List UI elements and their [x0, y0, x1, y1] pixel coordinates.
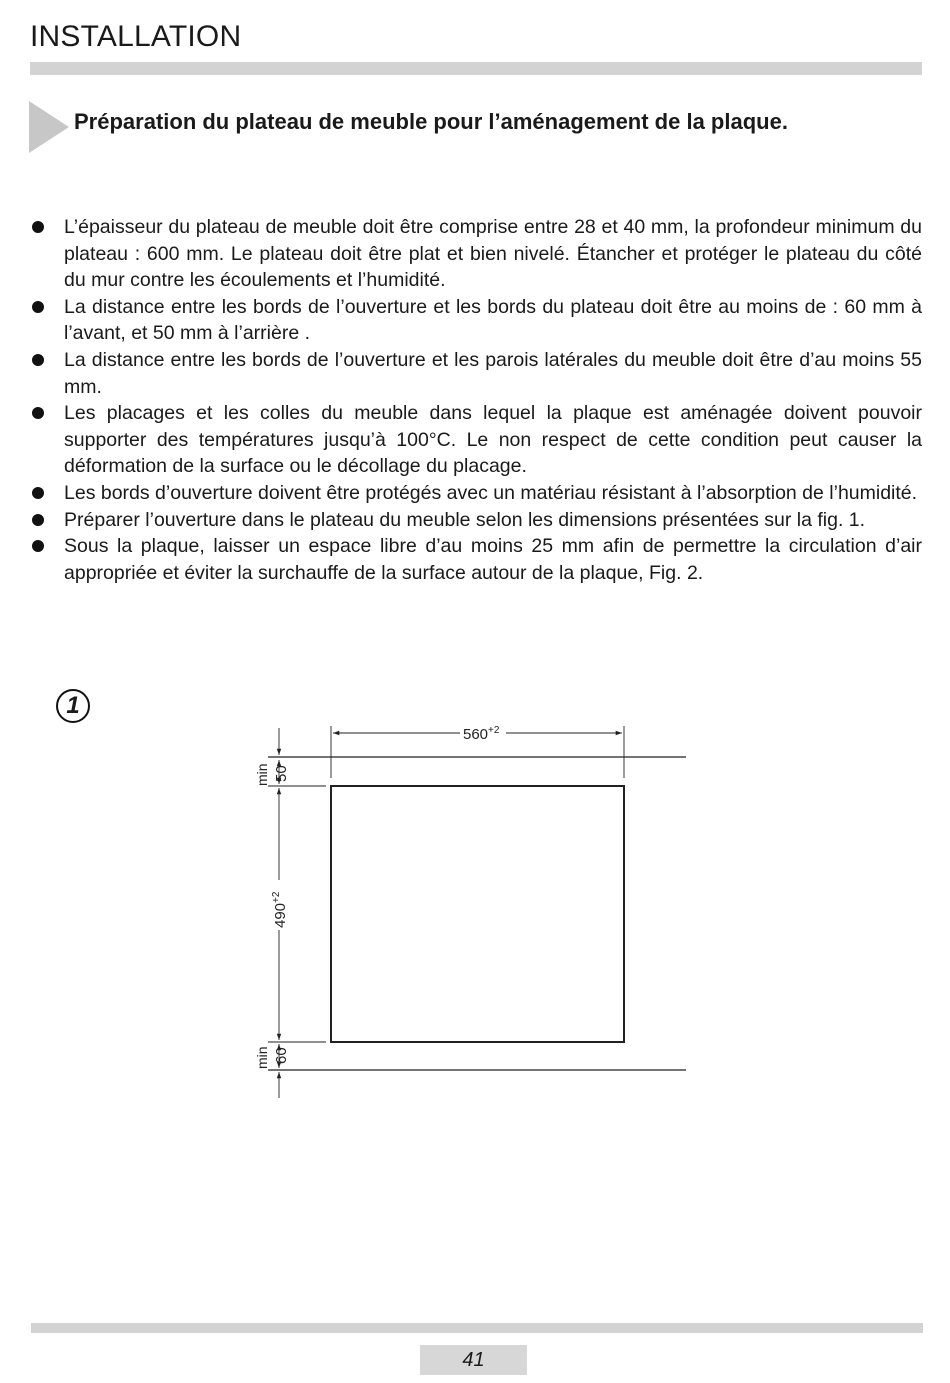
width-dimension-tolerance: +2 — [488, 725, 500, 736]
cutout-rectangle — [331, 786, 624, 1042]
list-item-text: La distance entre les bords de l’ouverture et les bords du plateau doit être au moins de : 60 mm à l’avant, et 50 mm à l’arrière . — [64, 295, 922, 345]
front-margin-min-label: min — [254, 1046, 270, 1069]
list-item-text: Les placages et les colles du meuble dans lequel la plaque est aménagée doivent pouvoir supporter des températures jusqu’à 100°C. Le non respect de cette condition peut causer la déformation de la surface ou le décollage du placage. — [64, 402, 922, 478]
rear-margin-min-label: min — [254, 763, 270, 786]
page-number: 41 — [420, 1345, 527, 1375]
list-item-text: La distance entre les bords de l’ouverture et les parois latérales du meuble doit être d’au moins 55 mm. — [64, 348, 922, 398]
page-title: INSTALLATION — [30, 20, 242, 53]
rear-margin-value: 50 — [273, 765, 290, 782]
depth-dimension-value: 490 — [272, 902, 289, 928]
list-item-text: Sous la plaque, laisser un espace libre d’au moins 25 mm afin de permettre la circulation d’air appropriée et éviter la surchauffe de la surface autour de la plaque, Fig. 2. — [64, 535, 922, 584]
list-item-text: Les bords d’ouverture doivent être protégés avec un matériau résistant à l’absorption de l’humidité. — [64, 481, 918, 504]
depth-dimension-tolerance: +2 — [271, 891, 282, 903]
figure-number-badge: 1 — [56, 689, 90, 723]
front-margin-value: 60 — [273, 1047, 290, 1064]
section-heading: Préparation du plateau de meuble pour l’aménagement de la plaque. — [74, 109, 788, 134]
width-dimension-value: 560 — [463, 726, 489, 743]
footer-rule — [31, 1323, 923, 1333]
list-item-text: Préparer l’ouverture dans le plateau du meuble selon les dimensions présentées sur la fig. 1. — [64, 508, 866, 531]
list-item-text: L’épaisseur du plateau de meuble doit être comprise entre 28 et 40 mm, la profondeur minimum du plateau : 600 mm. Le plateau doit être plat et bien nivelé. Étancher et protéger le plateau du côté du mur contre les écoulements et l’humidité. — [64, 216, 922, 292]
